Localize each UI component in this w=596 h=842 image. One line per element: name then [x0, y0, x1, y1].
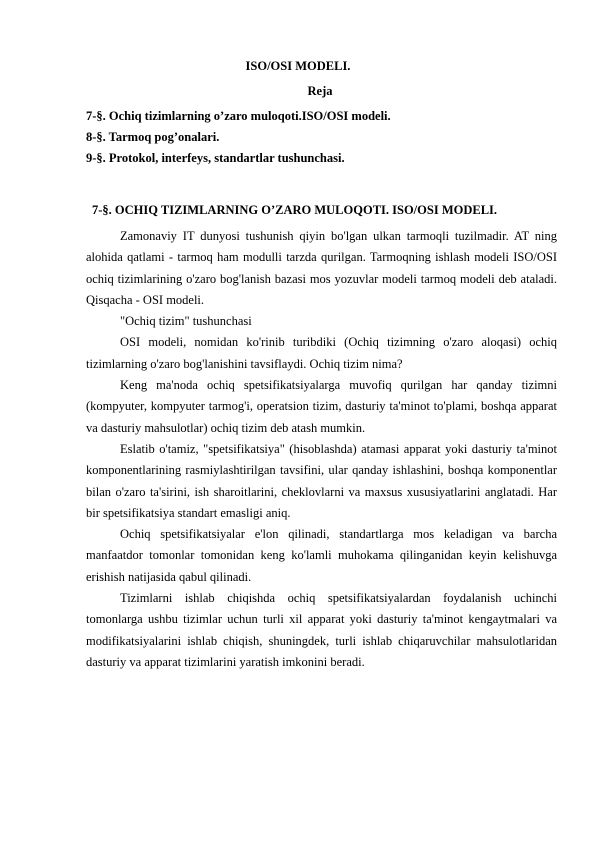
table-of-contents — [86, 106, 556, 169]
plan-label: Reja — [307, 84, 333, 98]
paragraph: OSI modeli, nomidan ko'rinib turibdiki (Ochiq tizimning o'zaro aloqasi) ochiq tizimlarning o'zaro bog'lanishini tavsiflaydi. Ochiq tizim nima? — [86, 335, 557, 371]
paragraph: Keng ma'noda ochiq spetsifikatsiyalarga muvofiq qurilgan har qanday tizimni (kompyuter, kompyuter tarmog'i, operatsion tizim, dasturiy ta'minot to'plami, boshqa apparat va dasturiy mahsulotlar) ochiq tizim deb atash mumkin. — [86, 378, 557, 435]
paragraph: Zamonaviy IT dunyosi tushunish qiyin bo'lgan ulkan tarmoqli tuzilmadir. AT ning alohida qatlami - tarmoq ham modulli tarzda qurilgan. Tarmoqning ishlash modeli ISO/OSI ochiq tizimlarining o'zaro bog'lanish bazasi mos yozuvlar modeli tarmoq modeli deb ataladi. Qisqacha - OSI modeli. — [86, 229, 557, 307]
paragraph: "Ochiq tizim" tushunchasi — [120, 314, 252, 329]
toc-item: 8-§. Tarmoq pog’onalari. — [86, 130, 220, 144]
body-text — [86, 226, 557, 673]
toc-item: 9-§. Protokol, interfeys, standartlar tushunchasi. — [86, 151, 345, 165]
paragraph: Eslatib o'tamiz, "spetsifikatsiya" (hisoblashda) atamasi apparat yoki dasturiy ta'minot komponentlarining rasmiylashtirilgan tavsifini, ular qanday ishlashini, boshqa komponentlar bilan o'zaro ta'sirini, ish sharoitlarini, cheklovlarni va maxsus xususiyatlarini anglatadi. Har bir spetsifikatsiya standart emasligi aniq. — [86, 441, 557, 520]
section-heading: 7-§. OCHIQ TIZIMLARNING O’ZARO MULOQOTI. ISO/OSI MODELI. — [92, 203, 498, 217]
paragraph: Tizimlarni ishlab chiqishda ochiq spetsifikatsiyalardan foydalanish uchinchi tomonlarga ushbu tizimlar uchun turli xil apparat yoki dasturiy ta'minot kengaytmalari va modifikatsiyalarini ishlab chiqish, shuningdek, turli ishlab chiqaruvchilar mahsulotlaridan dasturiy va apparat tizimlarini yaratish imkonini beradi. — [86, 591, 557, 669]
document-title: ISO/OSI MODELI. — [245, 59, 351, 73]
paragraph: Ochiq spetsifikatsiyalar e'lon qilinadi, standartlarga mos keladigan va barcha manfaatdor tomonlar tomonidan keng ko'lamli muhokama qilinganidan keyin kelishuvga erishish natijasida qabul qilinadi. — [86, 527, 557, 584]
toc-item: 7-§. Ochiq tizimlarning o’zaro muloqoti.ISO/OSI modeli. — [86, 109, 391, 123]
